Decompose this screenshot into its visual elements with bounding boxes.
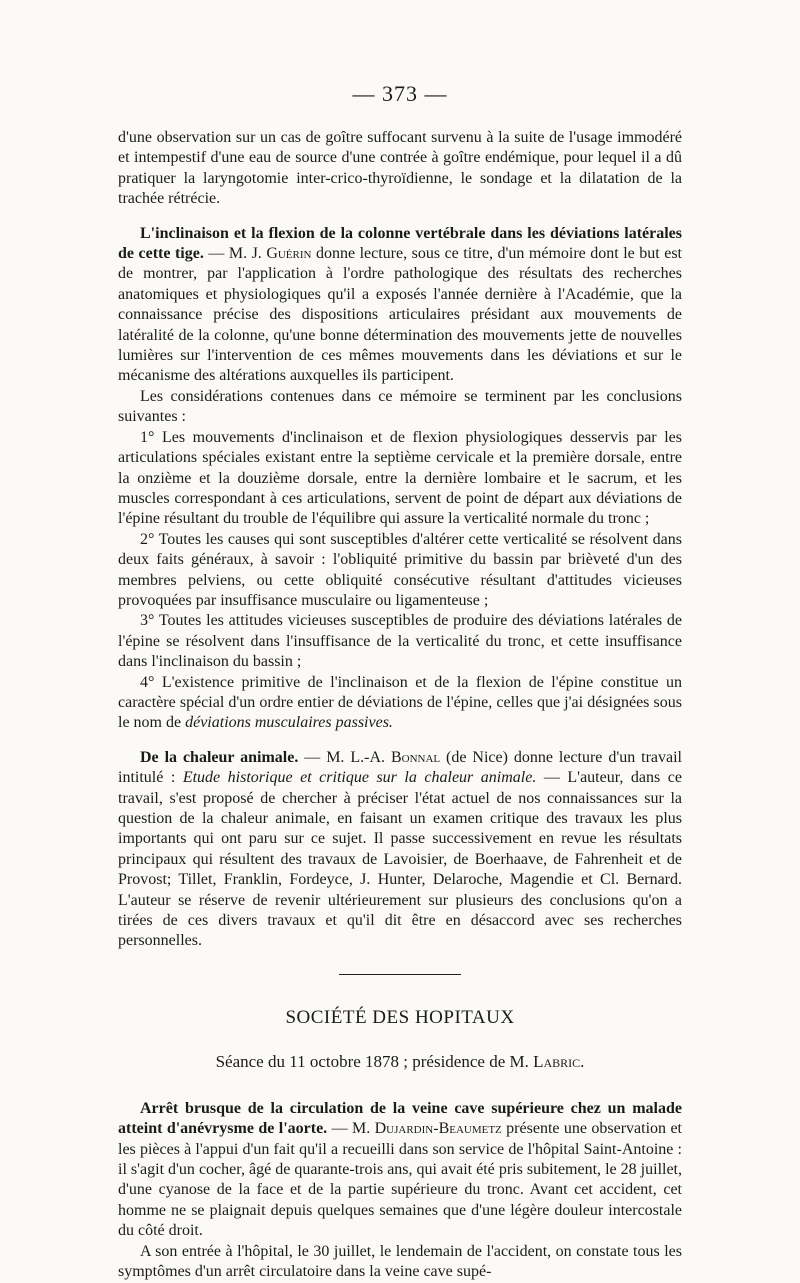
emphasis: déviations musculaires passives. bbox=[185, 714, 393, 732]
seance-end: . bbox=[580, 1051, 585, 1071]
article-arret bbox=[118, 1099, 682, 1242]
article-heading: Arrêt brusque de la circulation de la veine cave supérieure chez un malade atteint d'anévrysme de l'aorte. bbox=[118, 1099, 682, 1138]
article-heading: L'inclinaison et la flexion de la colonne vertébrale dans les déviations latérales de cette tige. bbox=[118, 224, 682, 263]
conclusion-1: 1° Les mouvements d'inclinaison et de flexion physiologiques desservis par les articulations spéciales existant entre la septième cervicale et la première dorsale, entre la onzième et la douzième dorsale, entre la dernière lombaire et le sacrum, et les muscles correspondant à ces articulations, servent de point de départ aux déviations de l'épine résultant du trouble de l'équilibre qui assure la verticalité normale du tronc ; bbox=[118, 428, 682, 528]
section-divider bbox=[339, 974, 461, 975]
conclusion-3: 3° Toutes les attitudes vicieuses susceptibles de produire des déviations latérales de l'épine se résolvent dans l'insuffisance de la verticalité du tronc, et cette insuffisance dans l'inclinaison du bassin ; bbox=[118, 612, 682, 671]
conclusion-4-text: 4° L'existence primitive de l'inclinaison et de la flexion de l'épine constitue un caractère spécial d'un ordre entier de déviations de l'épine, celles que j'ai désignées sous le nom de bbox=[118, 673, 682, 732]
article-inclinaison bbox=[118, 224, 682, 387]
article-intro: (de Nice) donne lecture d'un travail intitulé : bbox=[118, 748, 683, 787]
seance-line bbox=[118, 1051, 682, 1073]
article-body: donne lecture, sous ce titre, d'un mémoire dont le but est de montrer, par l'application à l'ordre pathologique des résultats des recherches anatomiques et physiologiques qu'il a exposés l'année dernière à l'Académie, que la connaissance précise des dispositions articulaires présidant aux mouvements de latéralité de la colonne, qu'une bonne détermination des mouvements jette de nouvelles lumières sur l'intervention de ces mêmes mouvements dans les déviations et sur le mécanisme des altérations auxquelles ils participent. bbox=[118, 245, 683, 385]
article-body: — L'auteur, dans ce travail, s'est proposé de chercher à préciser l'état actuel de nos connaissances sur la question de la chaleur animale, en faisant un examen critique des travaux les plus importants qui ont paru sur ce sujet. Il passe successivement en revue les résultats principaux qui résultent des travaux de Lavoisier, de Boerhaave, de Fahrenheit et de Provost; Tillet, Franklin, Fordeyce, J. Hunter, Delaroche, Magendie et Cl. Bernard. L'auteur se réserve de revenir ultérieurement sur plusieurs des conclusions qu'on a tirées de ces divers travaux et qu'il dit être en désaccord avec ses recherches personnelles. bbox=[118, 769, 682, 950]
conclusion-4 bbox=[118, 673, 682, 734]
continued-paragraph: d'une observation sur un cas de goître suffocant survenu à la suite de l'usage immodéré et intempestif d'une eau de source d'une contrée à goître endémique, pour lequel il a dû pratiquer la laryngotomie inter-crico-thyroïdienne, le sondage et la dilatation de la trachée rétrécie. bbox=[118, 129, 682, 208]
conclusion-2: 2° Toutes les causes qui sont susceptibles d'altérer cette verticalité se résolvent dans deux faits généraux, à savoir : l'obliquité primitive du bassin par brièveté d'un des membres pelviens, ou cette obliquité consécutive résultant d'attitudes vicieuses provoquées par insuffisance musculaire ou ligamenteuse ; bbox=[118, 530, 682, 609]
president-name: Labric bbox=[533, 1051, 581, 1071]
article-dash: — M. bbox=[327, 1120, 375, 1138]
author-name: Dujardin-Beaumetz bbox=[374, 1120, 502, 1138]
paragraph: A son entrée à l'hôpital, le 30 juillet, le lendemain de l'accident, on constate tous les symptômes d'un arrêt circulatoire dans la veine cave supé- bbox=[118, 1242, 682, 1281]
page-number: — 373 — bbox=[352, 81, 448, 106]
paragraph: Les considérations contenues dans ce mémoire se terminent par les conclusions suivantes : bbox=[118, 387, 682, 426]
work-title: Etude historique et critique sur la chaleur animale. bbox=[182, 769, 537, 787]
article-dash: — M. L.-A. bbox=[298, 748, 391, 766]
seance-text: Séance du 11 octobre 1878 ; présidence de M. bbox=[215, 1051, 534, 1071]
author-name: Bonnal bbox=[390, 748, 441, 766]
article-dash: — M. J. bbox=[203, 245, 267, 263]
article-body: présente une observation et les pièces à l'appui d'un fait qu'il a recueilli dans son service de l'hôpital Saint-Antoine : il s'agit d'un cocher, âgé de quarante-trois ans, qui avait été pris subitement, le 28 juillet, d'une cyanose de la face et de la partie supérieure du tronc. Avant cet accident, cet homme ne se plaignait depuis quelques semaines que d'une légère douleur intercostale du côté droit. bbox=[118, 1120, 683, 1240]
society-title: SOCIÉTÉ DES HOPITAUX bbox=[285, 1006, 515, 1028]
author-name: Guérin bbox=[266, 245, 312, 263]
article-chaleur bbox=[118, 748, 682, 952]
article-heading: De la chaleur animale. bbox=[140, 748, 299, 766]
